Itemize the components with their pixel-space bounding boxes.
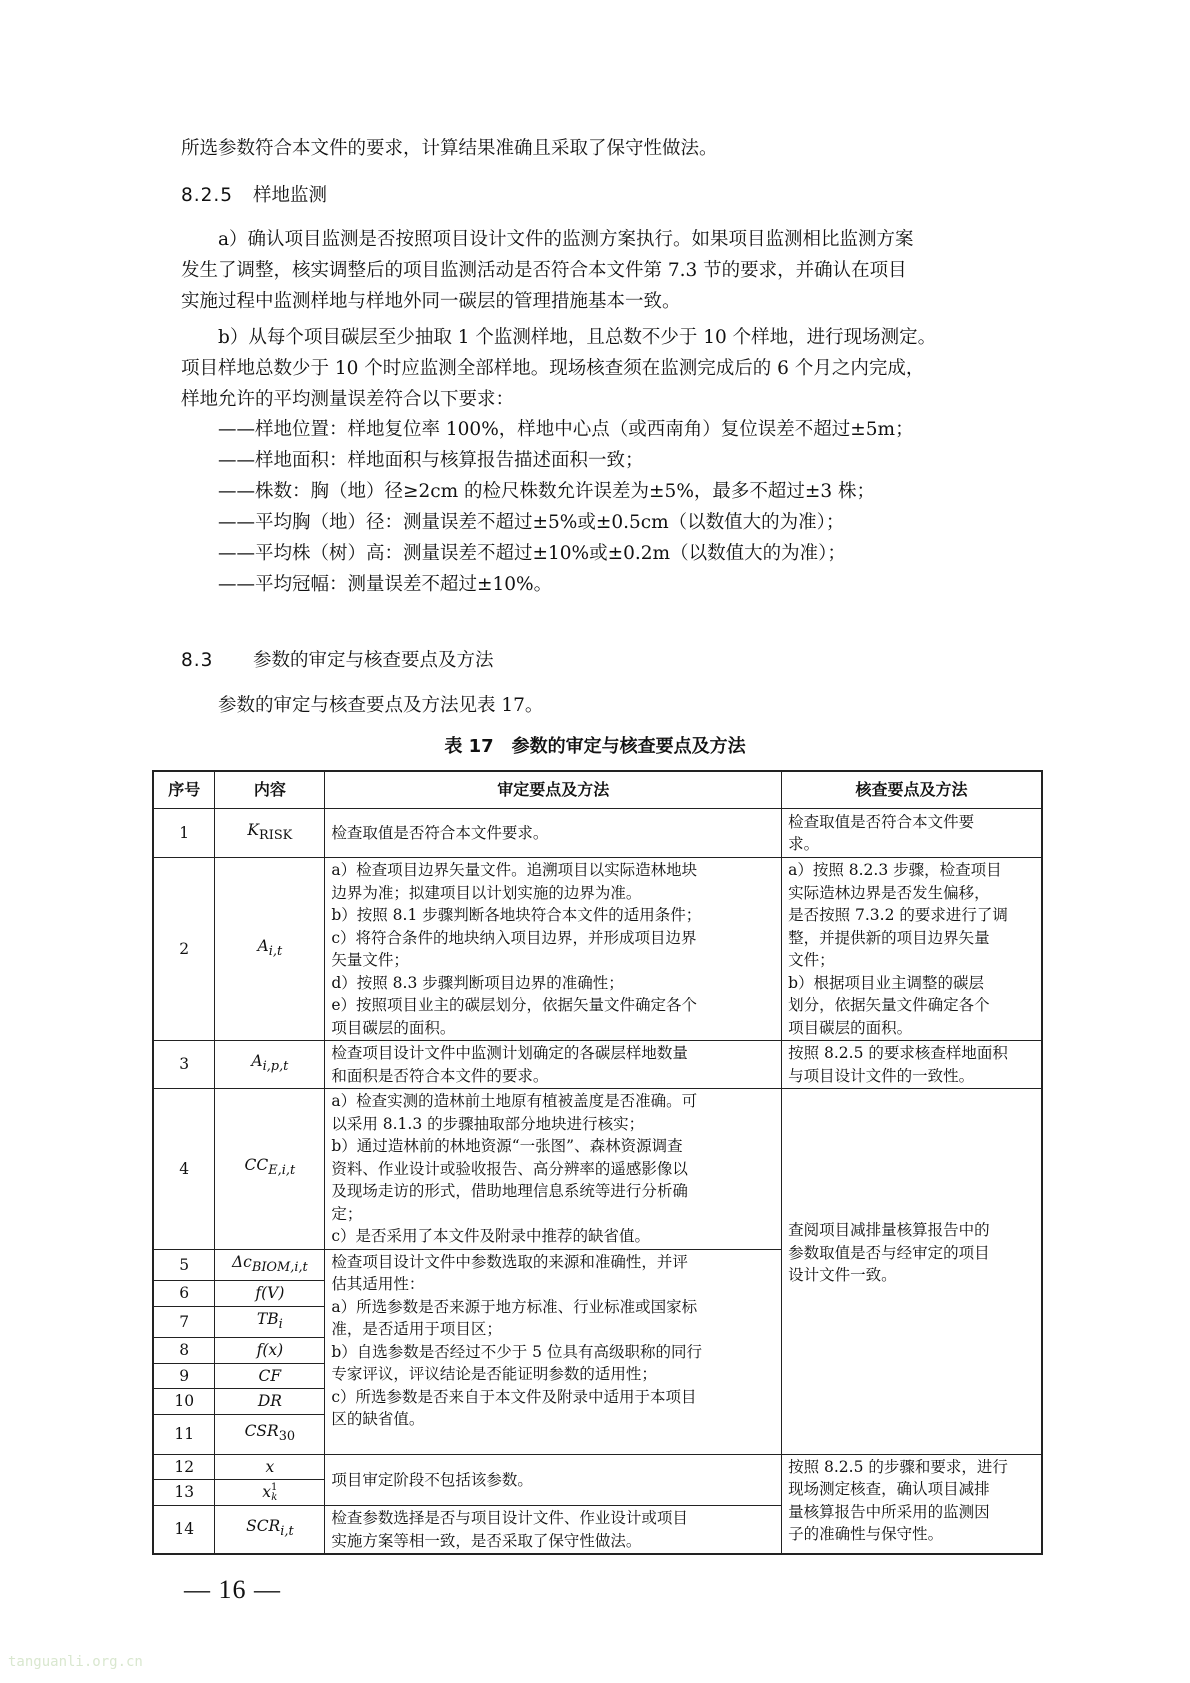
parameter-symbol: $A_{i,p,t}$ (215, 1041, 325, 1089)
section-title: 样地监测 (253, 185, 328, 206)
row-number: 5 (153, 1249, 215, 1281)
list-item: ——平均株（树）高：测量误差不超过±10%或±0.2m（以数值大的为准）； (218, 543, 846, 564)
header-no: 序号 (153, 771, 215, 809)
section-number: 8.3 (181, 650, 214, 671)
table-row (153, 809, 1042, 858)
text-line: b）从每个项目碳层至少抽取 1 个监测样地，且总数不少于 10 个样地，进行现场测定。 (218, 327, 937, 348)
row-number: 13 (153, 1480, 215, 1506)
row-number: 4 (153, 1089, 215, 1250)
row-number: 6 (153, 1281, 215, 1307)
section-heading-825 (181, 181, 327, 207)
section-title: 参数的审定与核查要点及方法 (253, 650, 494, 671)
review-method: 检查参数选择是否与项目设计文件、作业设计或项目 实施方案等相一致，是否采取了保守性做法。 (325, 1506, 782, 1555)
table-header-row (153, 771, 1042, 809)
paragraph-b (181, 322, 1051, 415)
table-row (153, 1041, 1042, 1089)
row-number: 12 (153, 1454, 215, 1480)
row-number: 8 (153, 1338, 215, 1364)
table-caption: 表 17 参数的审定与核查要点及方法 (444, 736, 746, 757)
header-content: 内容 (215, 771, 325, 809)
list-item: ——平均胸（地）径：测量误差不超过±5%或±0.5cm（以数值大的为准）； (218, 512, 845, 533)
parameter-symbol: CF (215, 1363, 325, 1389)
watermark: tanguanli.org.cn (8, 1654, 143, 1670)
table-row (153, 858, 1042, 1041)
page-number: — 16 — (184, 1575, 281, 1604)
verify-method: 按照 8.2.5 的步骤和要求，进行 现场测定核查，确认项目减排 量核算报告中所采用的监测因 子的准确性与保守性。 (782, 1454, 1042, 1554)
row-number: 7 (153, 1306, 215, 1338)
verify-method: 查阅项目减排量核算报告中的 参数取值是否与经审定的项目 设计文件一致。 (782, 1089, 1042, 1455)
header-review: 审定要点及方法 (325, 771, 782, 809)
verify-method: a）按照 8.2.3 步骤，检查项目 实际造林边界是否发生偏移， 是否按照 7.3.2 的要求进行了调 整，并提供新的项目边界矢量 文件； b）根据项目业主调整的碳层 划分，依据矢量文件确定各个 项目碳层的面积。 (782, 858, 1042, 1041)
review-method: 检查项目设计文件中参数选取的来源和准确性，并评 估其适用性： a）所选参数是否来源于地方标准、行业标准或国家标 准，是否适用于项目区； b）自选参数是否经过不少于 5 位具有高级职称的同行 专家评议，评议结论是否能证明参数的适用性； c）所选参数是否来自于本文件及附录中适用于本项目 区的缺省值。 (325, 1249, 782, 1454)
intro-line: 所选参数符合本文件的要求，计算结果准确且采取了保守性做法。 (181, 138, 718, 159)
section-number: 8.2.5 (181, 185, 234, 206)
parameter-symbol: $K_{RISK}$ (215, 809, 325, 858)
row-number: 1 (153, 809, 215, 858)
parameter-symbol: $CSR_{30}$ (215, 1414, 325, 1454)
parameter-symbol: f(V) (215, 1281, 325, 1307)
parameter-symbol: x 1 k (215, 1480, 325, 1506)
table-row (153, 1089, 1042, 1250)
parameter-symbol: $CC_{E,i,t}$ (215, 1089, 325, 1250)
review-method: 检查取值是否符合本文件要求。 (325, 809, 782, 858)
list-item: ——样地位置：样地复位率 100%，样地中心点（或西南角）复位误差不超过±5m； (218, 419, 914, 440)
verify-method: 检查取值是否符合本文件要 求。 (782, 809, 1042, 858)
requirements-list (218, 414, 1088, 600)
parameter-symbol: x (215, 1454, 325, 1480)
text-line: 样地允许的平均测量误差符合以下要求： (181, 389, 515, 410)
review-method: 项目审定阶段不包括该参数。 (325, 1454, 782, 1506)
row-number: 10 (153, 1389, 215, 1415)
parameter-symbol: DR (215, 1389, 325, 1415)
parameter-symbol: $SCR_{i,t}$ (215, 1506, 325, 1555)
text-line: a）确认项目监测是否按照项目设计文件的监测方案执行。如果项目监测相比监测方案 (218, 229, 914, 250)
parameter-symbol: $\Delta c_{BIOM,i,t}$ (215, 1249, 325, 1281)
review-method: a）检查项目边界矢量文件。追溯项目以实际造林地块 边界为准；拟建项目以计划实施的边界为准。 b）按照 8.1 步骤判断各地块符合本文件的适用条件； c）将符合条件的地块纳入项目边界，并形成项目边界 矢量文件； d）按照 8.3 步骤判断项目边界的准确性； e）按照项目业主的碳层划分，依据矢量文件确定各个 项目碳层的面积。 (325, 858, 782, 1041)
review-method: a）检查实测的造林前土地原有植被盖度是否准确。可 以采用 8.1.3 的步骤抽取部分地块进行核实； b）通过造林前的林地资源“一张图”、森林资源调查 资料、作业设计或验收报告、高分辨率的遥感影像以 及现场走访的形式，借助地理信息系统等进行分析确 定； c）是否采用了本文件及附录中推荐的缺省值。 (325, 1089, 782, 1250)
parameters-table (152, 770, 1043, 1555)
parameter-symbol: $TB_i$ (215, 1306, 325, 1338)
parameter-symbol: f(x) (215, 1338, 325, 1364)
review-method: 检查项目设计文件中监测计划确定的各碳层样地数量 和面积是否符合本文件的要求。 (325, 1041, 782, 1089)
paragraph-83: 参数的审定与核查要点及方法见表 17。 (218, 695, 544, 716)
table-row (153, 1454, 1042, 1480)
text-line: 项目样地总数少于 10 个时应监测全部样地。现场核查须在监测完成后的 6 个月之内完成， (181, 358, 925, 379)
row-number: 3 (153, 1041, 215, 1089)
list-item: ——样地面积：样地面积与核算报告描述面积一致； (218, 450, 644, 471)
header-verify: 核查要点及方法 (782, 771, 1042, 809)
verify-method: 按照 8.2.5 的要求核查样地面积 与项目设计文件的一致性。 (782, 1041, 1042, 1089)
row-number: 2 (153, 858, 215, 1041)
row-number: 11 (153, 1414, 215, 1454)
text-line: 发生了调整，核实调整后的项目监测活动是否符合本文件第 7.3 节的要求，并确认在项目 (181, 260, 907, 281)
row-number: 14 (153, 1506, 215, 1555)
text-line: 实施过程中监测样地与样地外同一碳层的管理措施基本一致。 (181, 291, 681, 312)
parameter-symbol: $A_{i,t}$ (215, 858, 325, 1041)
row-number: 9 (153, 1363, 215, 1389)
section-heading-83 (181, 646, 494, 672)
paragraph-a (181, 224, 1051, 317)
list-item: ——平均冠幅：测量误差不超过±10%。 (218, 574, 553, 595)
list-item: ——株数：胸（地）径≥2cm 的检尺株数允许误差为±5%，最多不超过±3 株； (218, 481, 876, 502)
